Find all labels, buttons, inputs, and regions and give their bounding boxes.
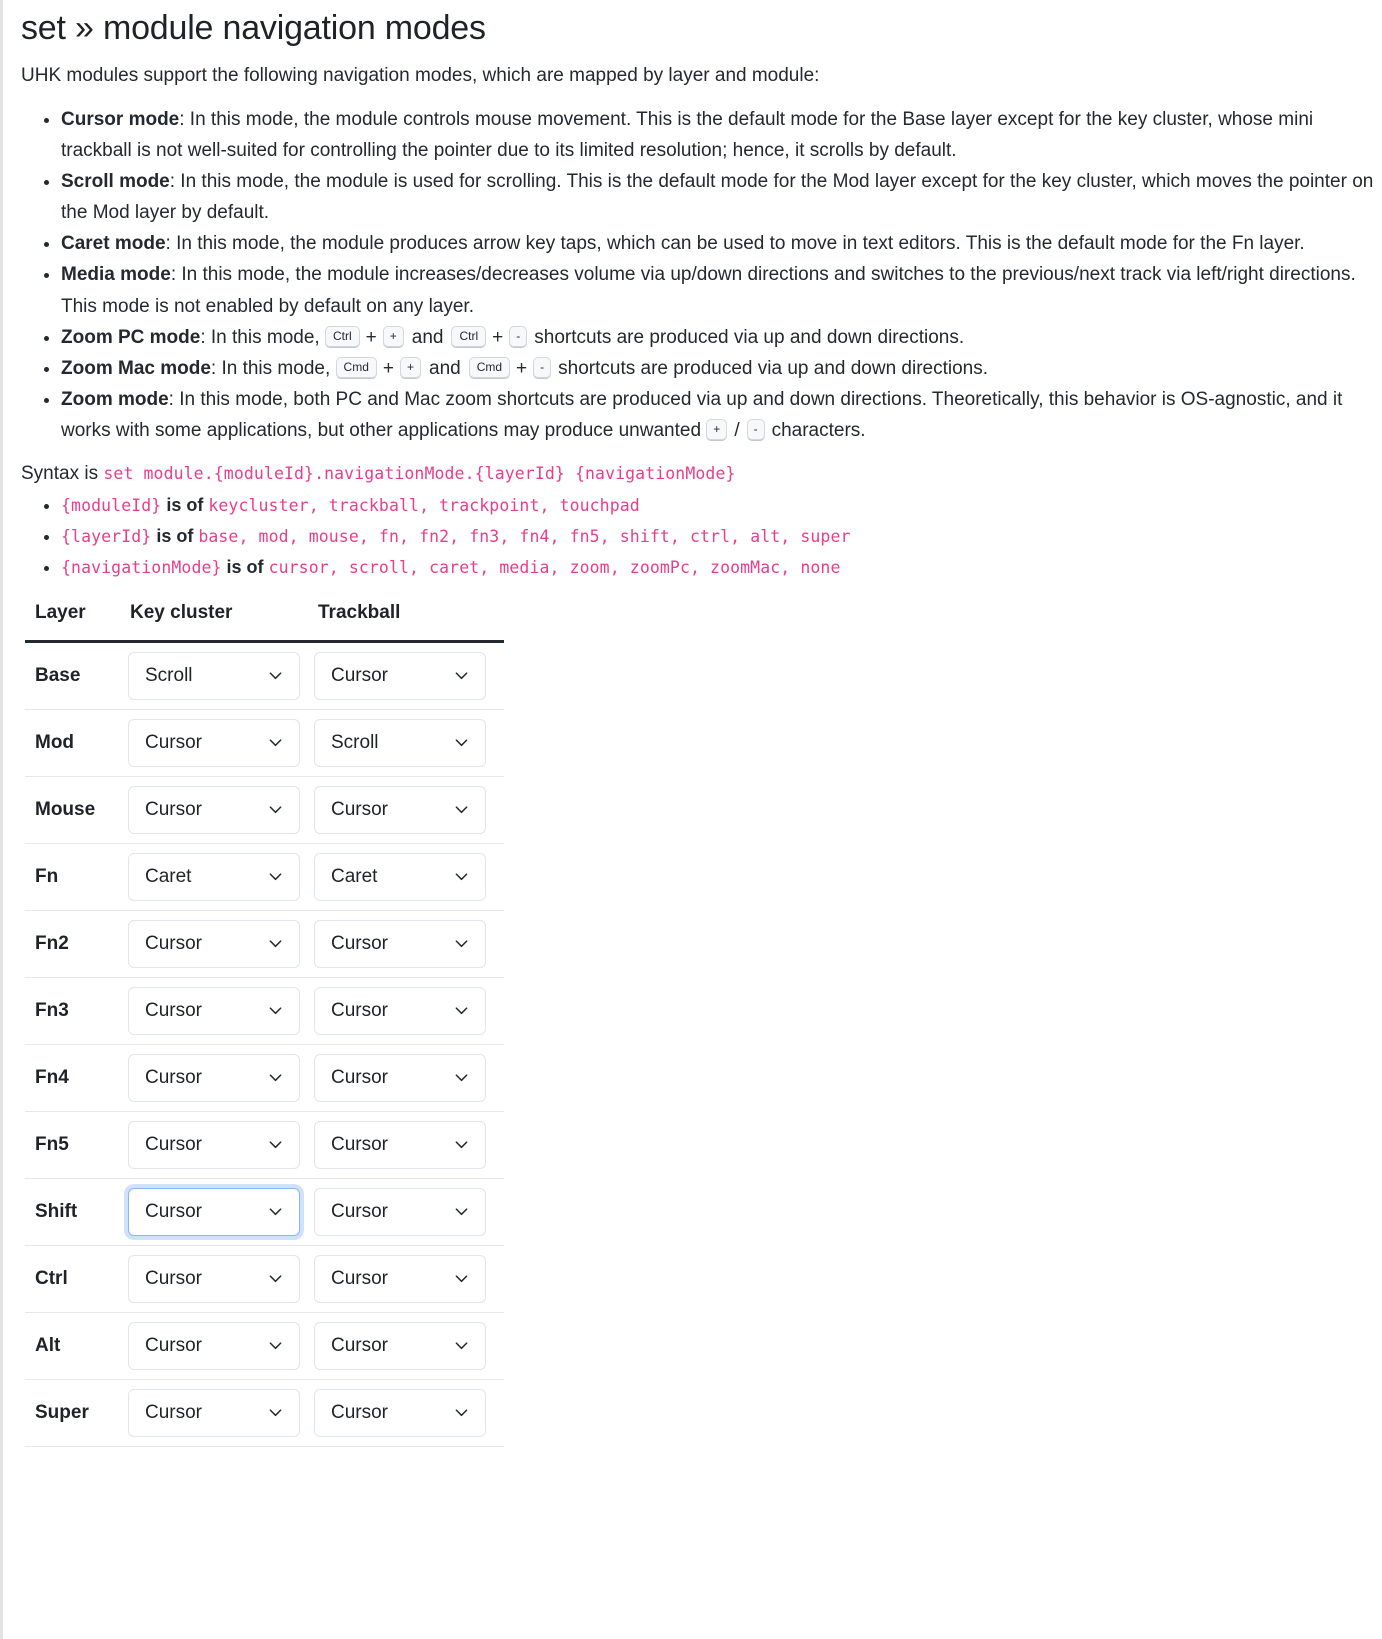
key-cluster-mode-select-fn[interactable] — [128, 853, 300, 901]
chevron-down-icon — [454, 869, 469, 884]
column-header-layer: Layer — [25, 602, 128, 642]
layer-name-cell: Fn2 — [25, 910, 128, 977]
list-item — [61, 322, 1382, 353]
table-row — [25, 1178, 504, 1245]
layer-name-cell: Mouse — [25, 776, 128, 843]
trackball-cell — [314, 1044, 504, 1111]
select-value: Cursor — [331, 932, 389, 954]
chevron-down-icon — [268, 1070, 283, 1085]
trackball-cell — [314, 977, 504, 1044]
key-cluster-mode-select-fn3[interactable] — [128, 987, 300, 1035]
key-cluster-mode-select-base[interactable] — [128, 652, 300, 700]
select-control[interactable] — [128, 1121, 300, 1169]
select-value: Caret — [145, 865, 192, 887]
table-row — [25, 843, 504, 910]
chevron-down-icon — [454, 1137, 469, 1152]
key-cluster-mode-select-mouse[interactable] — [128, 786, 300, 834]
trackball-cell — [314, 1312, 504, 1379]
key-cluster-cell — [128, 1312, 314, 1379]
select-control[interactable] — [314, 1054, 486, 1102]
key-cluster-cell — [128, 709, 314, 776]
chevron-down-icon — [454, 1271, 469, 1286]
mode-name: Cursor mode — [61, 108, 180, 130]
select-value: Cursor — [331, 1133, 389, 1155]
layer-name-cell: Fn5 — [25, 1111, 128, 1178]
chevron-down-icon — [454, 1204, 469, 1219]
module-navigation-table — [25, 602, 504, 1447]
chevron-down-icon — [454, 668, 469, 683]
select-value: Cursor — [145, 1133, 203, 1155]
trackball-mode-select-fn2[interactable] — [314, 920, 486, 968]
syntax-token: {navigationMode} — [61, 557, 222, 577]
trackball-cell — [314, 776, 504, 843]
is-of-label: is of — [221, 556, 269, 577]
mode-description: : In this mode, the module is used for scrolling. This is the default mode for the Mod layer except for the key cluster, which moves the pointer on the Mod layer by default. — [61, 170, 1374, 224]
trackball-cell — [314, 709, 504, 776]
key-cluster-cell — [128, 910, 314, 977]
select-value: Cursor — [145, 1066, 203, 1088]
list-item — [61, 522, 1382, 553]
key-cluster-cell — [128, 1379, 314, 1446]
chevron-down-icon — [268, 936, 283, 951]
mode-description: : In this mode, the module controls mouse movement. This is the default mode for the Base layer except for the key cluster, whose mini trackball is not well-suited for controlling the pointer due to its limited resolution; hence, it scrolls by default. — [61, 108, 1314, 161]
select-value: Cursor — [331, 664, 389, 686]
table-row — [25, 910, 504, 977]
select-value: Scroll — [331, 731, 379, 753]
trackball-cell — [314, 1111, 504, 1178]
list-item — [61, 259, 1382, 321]
select-value: Cursor — [145, 798, 203, 820]
mode-description: : In this mode, the module increases/decreases volume via up/down directions and switches to the previous/next track via left/right directions. This mode is not enabled by default on any layer. — [61, 264, 1356, 317]
chevron-down-icon — [268, 1137, 283, 1152]
trackball-mode-select-fn5[interactable] — [314, 1121, 486, 1169]
key-cluster-mode-select-ctrl[interactable] — [128, 1255, 300, 1303]
mode-description: : In this mode, — [210, 357, 336, 379]
list-item — [61, 104, 1382, 166]
chevron-down-icon — [454, 735, 469, 750]
chevron-down-icon — [268, 1338, 283, 1353]
trackball-mode-select-fn3[interactable] — [314, 987, 486, 1035]
select-value: Cursor — [145, 932, 203, 954]
select-control[interactable] — [128, 1322, 300, 1370]
trackball-mode-select-shift[interactable] — [314, 1188, 486, 1236]
navigation-modes-list — [21, 104, 1382, 447]
key-cluster-cell — [128, 1111, 314, 1178]
kbd-ctrl: Ctrl — [325, 326, 360, 348]
trackball-mode-select-fn[interactable] — [314, 853, 486, 901]
layer-name-cell: Super — [25, 1379, 128, 1446]
select-control[interactable] — [128, 987, 300, 1035]
key-cluster-mode-select-fn2[interactable] — [128, 920, 300, 968]
slash-separator: / — [734, 420, 740, 442]
mode-name: Zoom Mac mode — [61, 357, 211, 379]
trackball-cell — [314, 641, 504, 709]
syntax-values: cursor, scroll, caret, media, zoom, zoomPc, zoomMac, none — [268, 557, 841, 577]
select-value: Cursor — [331, 1401, 389, 1423]
select-control[interactable] — [128, 652, 300, 700]
chevron-down-icon — [268, 869, 283, 884]
key-cluster-cell — [128, 843, 314, 910]
select-value: Cursor — [145, 1401, 203, 1423]
trackball-mode-select-ctrl[interactable] — [314, 1255, 486, 1303]
chevron-down-icon — [454, 936, 469, 951]
select-value: Scroll — [145, 664, 193, 686]
plus-sign: + — [365, 326, 377, 348]
select-value: Caret — [331, 865, 378, 887]
trackball-mode-select-alt[interactable] — [314, 1322, 486, 1370]
select-value: Cursor — [331, 1066, 389, 1088]
select-control[interactable] — [128, 786, 300, 834]
select-control[interactable] — [314, 1121, 486, 1169]
key-cluster-cell — [128, 977, 314, 1044]
plus-sign: + — [492, 326, 504, 348]
syntax-token: {moduleId} — [61, 495, 162, 515]
select-control[interactable] — [314, 1389, 486, 1437]
plus-sign: + — [382, 357, 394, 379]
select-control[interactable] — [128, 1054, 300, 1102]
key-cluster-cell — [128, 1245, 314, 1312]
select-value: Cursor — [145, 1334, 203, 1356]
mode-name: Zoom mode — [61, 389, 169, 411]
list-item — [61, 491, 1382, 522]
select-value: Cursor — [145, 731, 203, 753]
is-of-label: is of — [161, 494, 209, 515]
syntax-values: base, mod, mouse, fn, fn2, fn3, fn4, fn5, shift, ctrl, alt, super — [198, 526, 851, 546]
chevron-down-icon — [268, 1204, 283, 1219]
select-value: Cursor — [331, 798, 389, 820]
mode-description-tail: shortcuts are produced via up and down directions. — [558, 357, 989, 379]
chevron-down-icon — [454, 1070, 469, 1085]
chevron-down-icon — [454, 802, 469, 817]
list-item — [61, 228, 1382, 259]
layer-name-cell: Mod — [25, 709, 128, 776]
select-control[interactable] — [128, 1389, 300, 1437]
select-control[interactable] — [128, 1188, 300, 1236]
key-cluster-mode-select-super[interactable] — [128, 1389, 300, 1437]
chevron-down-icon — [454, 1338, 469, 1353]
layer-name-cell: Ctrl — [25, 1245, 128, 1312]
select-control[interactable] — [128, 1255, 300, 1303]
select-value: Cursor — [145, 1267, 203, 1289]
trackball-cell — [314, 1379, 504, 1446]
select-control[interactable] — [314, 853, 486, 901]
is-of-label: is of — [151, 525, 199, 546]
layer-name-cell: Alt — [25, 1312, 128, 1379]
select-value: Cursor — [331, 1200, 389, 1222]
syntax-token-list — [21, 491, 1382, 584]
select-control[interactable] — [128, 853, 300, 901]
key-cluster-cell — [128, 641, 314, 709]
key-cluster-mode-select-fn5[interactable] — [128, 1121, 300, 1169]
conjunction: and — [411, 326, 444, 348]
intro-paragraph: UHK modules support the following navigation modes, which are mapped by layer and module: — [21, 65, 820, 87]
table-row — [25, 709, 504, 776]
select-control[interactable] — [314, 987, 486, 1035]
mode-description: : In this mode, — [200, 326, 325, 348]
table-row — [25, 776, 504, 843]
select-value: Cursor — [145, 1200, 203, 1222]
layer-name-cell: Shift — [25, 1178, 128, 1245]
syntax-command: set module.{moduleId}.navigationMode.{layerId} {navigationMode} — [103, 464, 736, 484]
chevron-down-icon — [268, 735, 283, 750]
chevron-down-icon — [268, 1003, 283, 1018]
chevron-down-icon — [268, 1405, 283, 1420]
chevron-down-icon — [268, 1271, 283, 1286]
trackball-mode-select-base[interactable] — [314, 652, 486, 700]
trackball-cell — [314, 1178, 504, 1245]
select-control[interactable] — [314, 652, 486, 700]
select-value: Cursor — [331, 1334, 389, 1356]
table-head — [25, 602, 504, 642]
table-row — [25, 1379, 504, 1446]
key-cluster-mode-select-fn4[interactable] — [128, 1054, 300, 1102]
select-control[interactable] — [128, 920, 300, 968]
chevron-down-icon — [454, 1405, 469, 1420]
select-control[interactable] — [314, 920, 486, 968]
chevron-down-icon — [268, 668, 283, 683]
table-body — [25, 641, 504, 1446]
key-cluster-cell — [128, 1178, 314, 1245]
list-item — [61, 553, 1382, 584]
table-row — [25, 641, 504, 709]
list-item — [61, 384, 1382, 446]
mode-name: Zoom PC mode — [61, 326, 201, 348]
trackball-cell — [314, 910, 504, 977]
list-item — [61, 353, 1382, 384]
kbd-plus: + — [400, 357, 421, 379]
select-control[interactable] — [314, 1188, 486, 1236]
layer-name-cell: Fn3 — [25, 977, 128, 1044]
key-cluster-mode-select-shift[interactable] — [128, 1188, 300, 1236]
mode-description-tail: characters. — [771, 420, 866, 442]
table-header-row — [25, 602, 504, 642]
table-row — [25, 1044, 504, 1111]
select-value: Cursor — [145, 999, 203, 1021]
kbd-minus: - — [747, 419, 765, 441]
select-control[interactable] — [314, 786, 486, 834]
trackball-cell — [314, 1245, 504, 1312]
kbd-plus: + — [383, 326, 404, 348]
mode-description: : In this mode, both PC and Mac zoom shortcuts are produced via up and down directions. Theoretically, this behavior is OS-agnostic, and it works with some applications, but other applications may produce unwanted — [61, 389, 1343, 442]
mode-name: Media mode — [61, 264, 171, 286]
syntax-token: {layerId} — [61, 526, 152, 546]
kbd-cmd: Cmd — [336, 357, 377, 379]
mode-name: Scroll mode — [61, 170, 170, 192]
syntax-line — [21, 460, 1382, 489]
kbd-plus: + — [706, 419, 727, 441]
select-control[interactable] — [314, 719, 486, 767]
layer-name-cell: Fn — [25, 843, 128, 910]
trackball-mode-select-super[interactable] — [314, 1389, 486, 1437]
syntax-values: keycluster, trackball, trackpoint, touchpad — [208, 495, 640, 515]
kbd-cmd: Cmd — [469, 357, 510, 379]
trackball-mode-select-mod[interactable] — [314, 719, 486, 767]
conjunction: and — [429, 357, 461, 379]
table-row — [25, 977, 504, 1044]
mode-name: Caret mode — [61, 233, 166, 255]
document-page — [3, 0, 1382, 1447]
select-value: Cursor — [331, 999, 389, 1021]
select-control[interactable] — [314, 1255, 486, 1303]
column-header-trackball: Trackball — [314, 602, 504, 642]
syntax-prefix: Syntax is — [21, 463, 104, 485]
key-cluster-mode-select-mod[interactable] — [128, 719, 300, 767]
trackball-cell — [314, 843, 504, 910]
key-cluster-cell — [128, 1044, 314, 1111]
trackball-mode-select-mouse[interactable] — [314, 786, 486, 834]
select-value: Cursor — [331, 1267, 389, 1289]
trackball-mode-select-fn4[interactable] — [314, 1054, 486, 1102]
select-control[interactable] — [314, 1322, 486, 1370]
table-row — [25, 1312, 504, 1379]
table-row — [25, 1111, 504, 1178]
kbd-ctrl: Ctrl — [451, 326, 486, 348]
kbd-minus: - — [533, 357, 551, 379]
chevron-down-icon — [454, 1003, 469, 1018]
layer-name-cell: Fn4 — [25, 1044, 128, 1111]
key-cluster-mode-select-alt[interactable] — [128, 1322, 300, 1370]
plus-sign: + — [516, 357, 528, 379]
layer-name-cell: Base — [25, 641, 128, 709]
select-control[interactable] — [128, 719, 300, 767]
mode-description: : In this mode, the module produces arrow key taps, which can be used to move in text editors. This is the default mode for the Fn layer. — [165, 233, 1305, 255]
key-cluster-cell — [128, 776, 314, 843]
page-title: set » module navigation modes — [21, 9, 486, 47]
mode-description-tail: shortcuts are produced via up and down directions. — [534, 326, 965, 348]
column-header-key-cluster: Key cluster — [128, 602, 314, 642]
list-item — [61, 166, 1382, 228]
chevron-down-icon — [268, 802, 283, 817]
kbd-minus: - — [509, 326, 527, 348]
table-row — [25, 1245, 504, 1312]
